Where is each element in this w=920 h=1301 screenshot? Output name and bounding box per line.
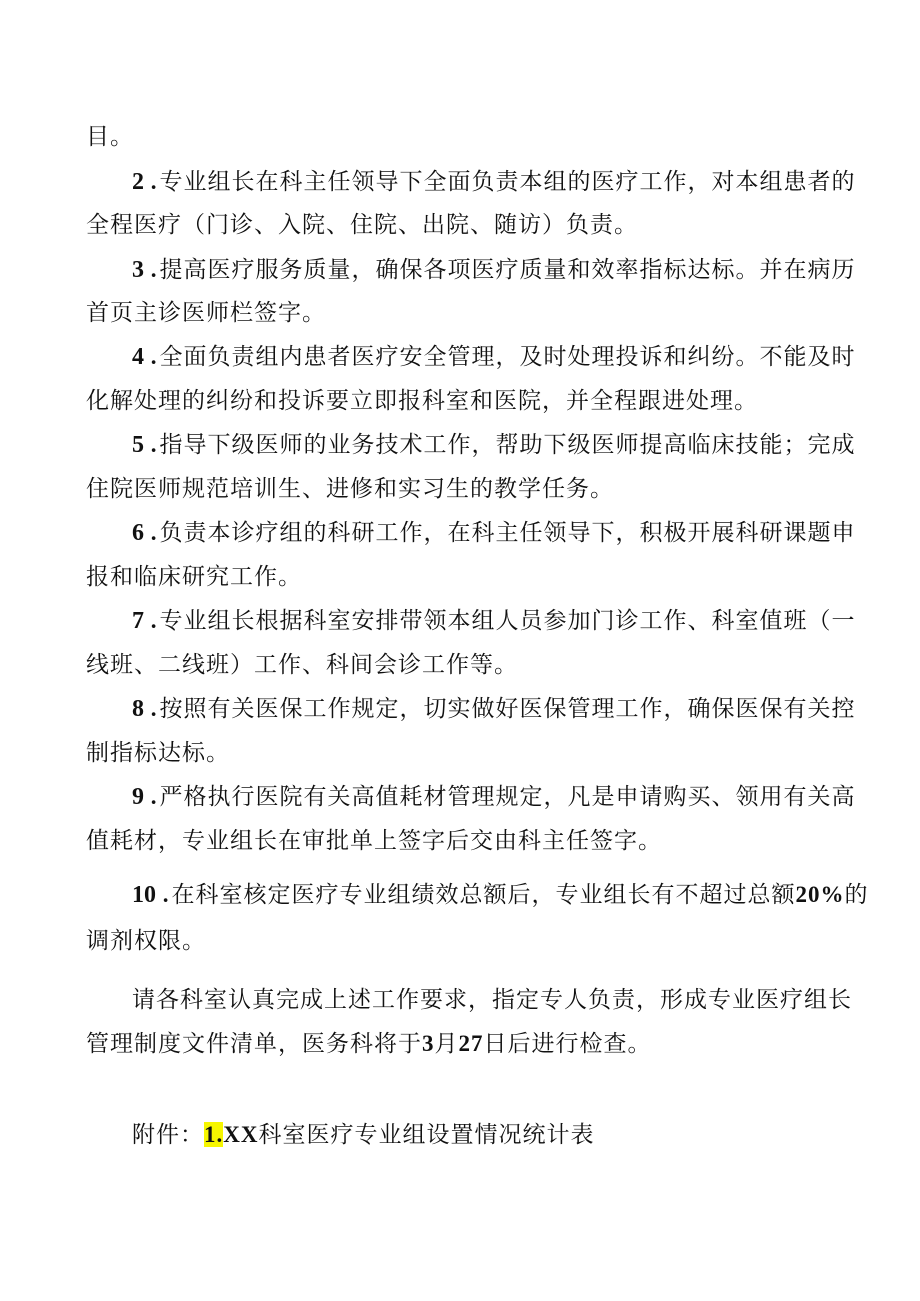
attachment-label: 附件： bbox=[132, 1122, 204, 1148]
item-number: 2 bbox=[132, 169, 144, 195]
month-value: 3 bbox=[422, 1031, 435, 1056]
item-5-line-1: 5 .指导下级医师的业务技术工作，帮助下级医师提高临床技能；完成 bbox=[132, 432, 856, 458]
attachment-line bbox=[132, 1120, 892, 1150]
item-2-line-2: 全程医疗（门诊、入院、住院、出院、随访）负责。 bbox=[86, 212, 638, 238]
item-10-line-2: 调剂权限。 bbox=[86, 928, 206, 954]
item-number: 9 bbox=[132, 784, 144, 810]
day-value: 27 bbox=[458, 1031, 484, 1056]
item-6-line-1: 6 .负责本诊疗组的科研工作，在科主任领导下，积极开展科研课题申 bbox=[132, 520, 856, 546]
item-10-line-1: 10 .在科室核定医疗专业组绩效总额后，专业组长有不超过总额20%的 bbox=[132, 882, 869, 908]
item-4-line-2: 化解处理的纠纷和投诉要立即报科室和医院，并全程跟进处理。 bbox=[86, 388, 758, 414]
item-6-line-2: 报和临床研究工作。 bbox=[86, 564, 302, 590]
paragraph-continuation: 目。 bbox=[86, 124, 134, 150]
item-7-line-2: 线班、二线班）工作、科间会诊工作等。 bbox=[86, 652, 518, 678]
percent-value: 20% bbox=[795, 882, 845, 907]
item-9-line-2: 值耗材，专业组长在审批单上签字后交由科主任签字。 bbox=[86, 828, 662, 854]
item-8-line-2: 制指标达标。 bbox=[86, 740, 230, 766]
attachment-title: 科室医疗专业组设置情况统计表 bbox=[258, 1122, 595, 1148]
attachment-code: XX bbox=[223, 1122, 259, 1147]
item-4-line-1: 4 .全面负责组内患者医疗安全管理，及时处理投诉和纠纷。不能及时 bbox=[132, 344, 856, 370]
item-number: 4 bbox=[132, 344, 144, 370]
item-8-line-1: 8 .按照有关医保工作规定，切实做好医保管理工作，确保医保有关控 bbox=[132, 696, 856, 722]
item-5-line-2: 住院医师规范培训生、进修和实习生的教学任务。 bbox=[86, 476, 614, 502]
item-7-line-1: 7 .专业组长根据科室安排带领本组人员参加门诊工作、科室值班（一 bbox=[132, 608, 856, 634]
item-number: 8 bbox=[132, 696, 144, 722]
item-number: 3 bbox=[132, 257, 144, 283]
item-2-line-1: 2 .专业组长在科主任领导下全面负责本组的医疗工作，对本组患者的 bbox=[132, 169, 856, 195]
item-number: 7 bbox=[132, 608, 144, 634]
closing-line-2: 管理制度文件清单，医务科将于3月27日后进行检查。 bbox=[86, 1031, 652, 1057]
item-3-line-2: 首页主诊医师栏签字。 bbox=[86, 300, 326, 326]
item-3-line-1: 3 .提高医疗服务质量，确保各项医疗质量和效率指标达标。并在病历 bbox=[132, 257, 856, 283]
item-9-line-1: 9 .严格执行医院有关高值耗材管理规定，凡是申请购买、领用有关高 bbox=[132, 784, 856, 810]
closing-line-1: 请各科室认真完成上述工作要求，指定专人负责，形成专业医疗组长 bbox=[132, 987, 852, 1013]
item-number: 6 bbox=[132, 520, 144, 546]
item-number: 5 bbox=[132, 432, 144, 458]
attachment-number-highlight: 1. bbox=[204, 1122, 224, 1147]
item-number: 10 bbox=[132, 882, 156, 908]
